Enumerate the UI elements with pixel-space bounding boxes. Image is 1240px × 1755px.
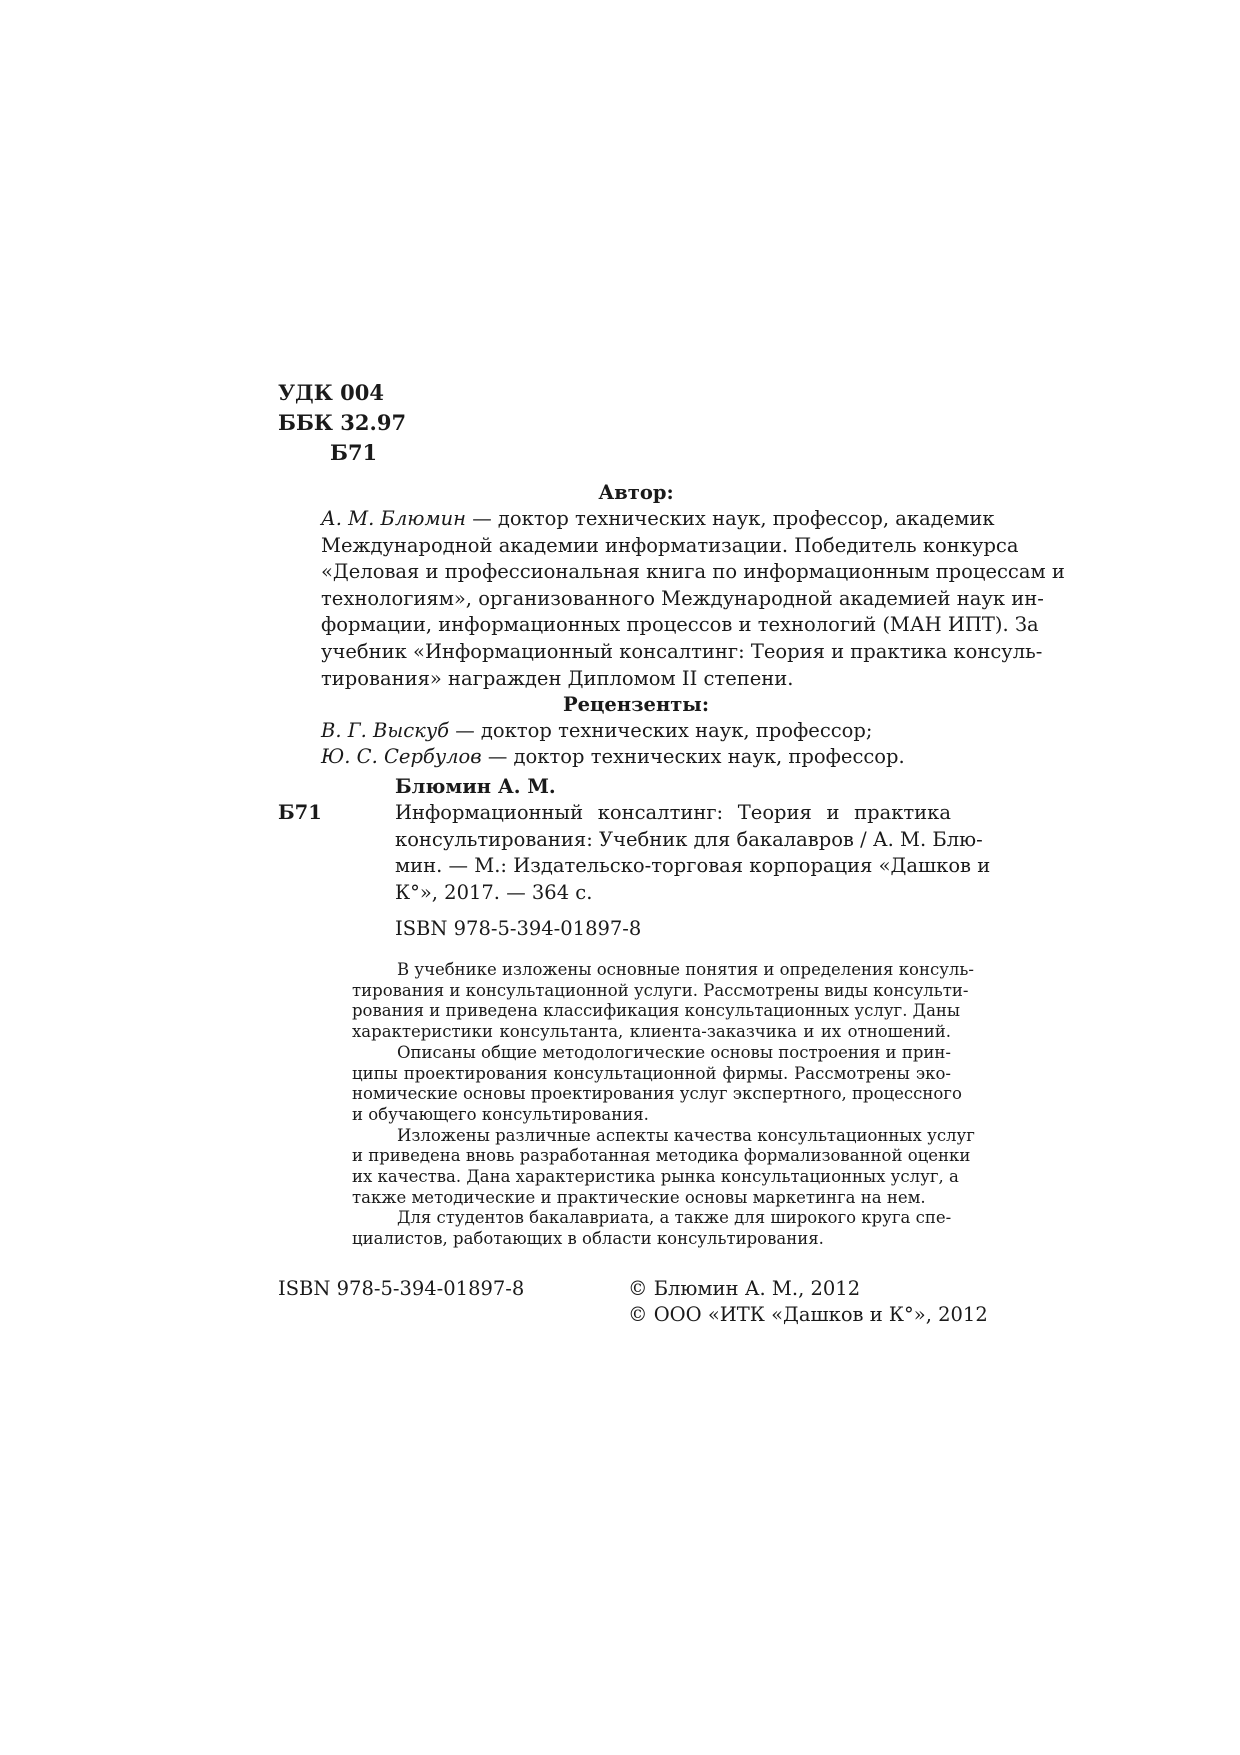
author-bio-line-5: учебник «Информационный консалтинг: Теория и практика консуль- — [321, 639, 1043, 663]
author-bio-line-2: «Деловая и профессиональная книга по информационным процессам и — [321, 560, 1065, 584]
annotation-line: тирования и консультационной услуги. Рассмотрены виды консульти- — [352, 980, 969, 1000]
author-bio-line-1: Международной академии информатизации. Победитель конкурса — [321, 533, 1019, 557]
annotation-line: В учебнике изложены основные понятия и определения консуль- — [397, 960, 974, 979]
catalog-line: консультирования: Учебник для бакалавров / А. М. Блю- — [395, 827, 983, 851]
footer-copyright-publisher: © ООО «ИТК «Дашков и К°», 2012 — [628, 1303, 988, 1326]
catalog-mark: Б71 — [278, 801, 322, 824]
catalog-line: К°», 2017. — 364 с. — [395, 880, 593, 904]
reviewer-line — [321, 718, 872, 745]
annotation-line: рования и приведена классификация консультационных услуг. Даны — [352, 1001, 961, 1021]
reviewer-desc: — доктор технических наук, профессор; — [449, 719, 873, 742]
reviewer-name: Ю. С. Сербулов — [321, 745, 482, 768]
annotation-line: Изложены различные аспекты качества консультационных услуг — [397, 1125, 975, 1145]
author-bio-line-4: формации, информационных процессов и технологий (МАН ИПТ). За — [321, 613, 1039, 637]
annotation-line: их качества. Дана характеристика рынка консультационных услуг, а — [352, 1167, 959, 1187]
annotation — [352, 960, 975, 1250]
author-bio — [321, 506, 1065, 692]
reviewer-name: В. Г. Выскуб — [321, 719, 450, 742]
catalog-line: мин. — М.: Издательско-торговая корпорация «Дашков и — [395, 854, 991, 878]
annotation-line: и приведена вновь разработанная методика формализованной оценки — [352, 1146, 971, 1166]
udk-code: УДК 004 — [278, 380, 384, 405]
reviewer-desc: — доктор технических наук, профессор. — [481, 745, 905, 768]
author-bio-line-6: тирования» награжден Дипломом II степени. — [321, 666, 794, 690]
bbk-code: ББК 32.97 — [278, 410, 407, 435]
catalog-description — [395, 800, 991, 906]
footer-isbn: ISBN 978-5-394-01897-8 — [278, 1277, 525, 1300]
author-bio-text-0: — доктор технических наук, профессор, академик — [466, 507, 995, 530]
annotation-line: ципы проектирования консультационной фирмы. Рассмотрены эко- — [352, 1063, 951, 1083]
annotation-line: Описаны общие методологические основы построения и прин- — [397, 1042, 951, 1062]
reviewer-line — [321, 744, 905, 771]
catalog-line: Информационный консалтинг: Теория и практика — [395, 801, 951, 824]
author-bio-line-3: технологиям», организованного Международной академией наук ин- — [321, 586, 1044, 610]
catalog-author-heading: Блюмин А. М. — [395, 775, 556, 798]
annotation-line: и обучающего консультирования. — [352, 1104, 649, 1124]
author-name: А. М. Блюмин — [321, 507, 467, 530]
annotation-line: циалистов, работающих в области консультирования. — [352, 1229, 824, 1249]
author-heading: Автор: — [598, 481, 674, 504]
reviewers-heading: Рецензенты: — [562, 693, 710, 716]
catalog-isbn: ISBN 978-5-394-01897-8 — [395, 917, 642, 940]
author-mark: Б71 — [330, 440, 378, 465]
author-bio-line-0 — [321, 506, 995, 533]
footer-copyright-author: © Блюмин А. М., 2012 — [628, 1277, 861, 1300]
annotation-line: также методические и практические основы маркетинга на нем. — [352, 1187, 926, 1207]
annotation-line: номические основы проектирования услуг экспертного, процессного — [352, 1084, 962, 1104]
annotation-line: характеристики консультанта, клиента-заказчика и их отношений. — [352, 1022, 951, 1042]
annotation-line: Для студентов бакалавриата, а также для широкого круга спе- — [397, 1208, 952, 1228]
